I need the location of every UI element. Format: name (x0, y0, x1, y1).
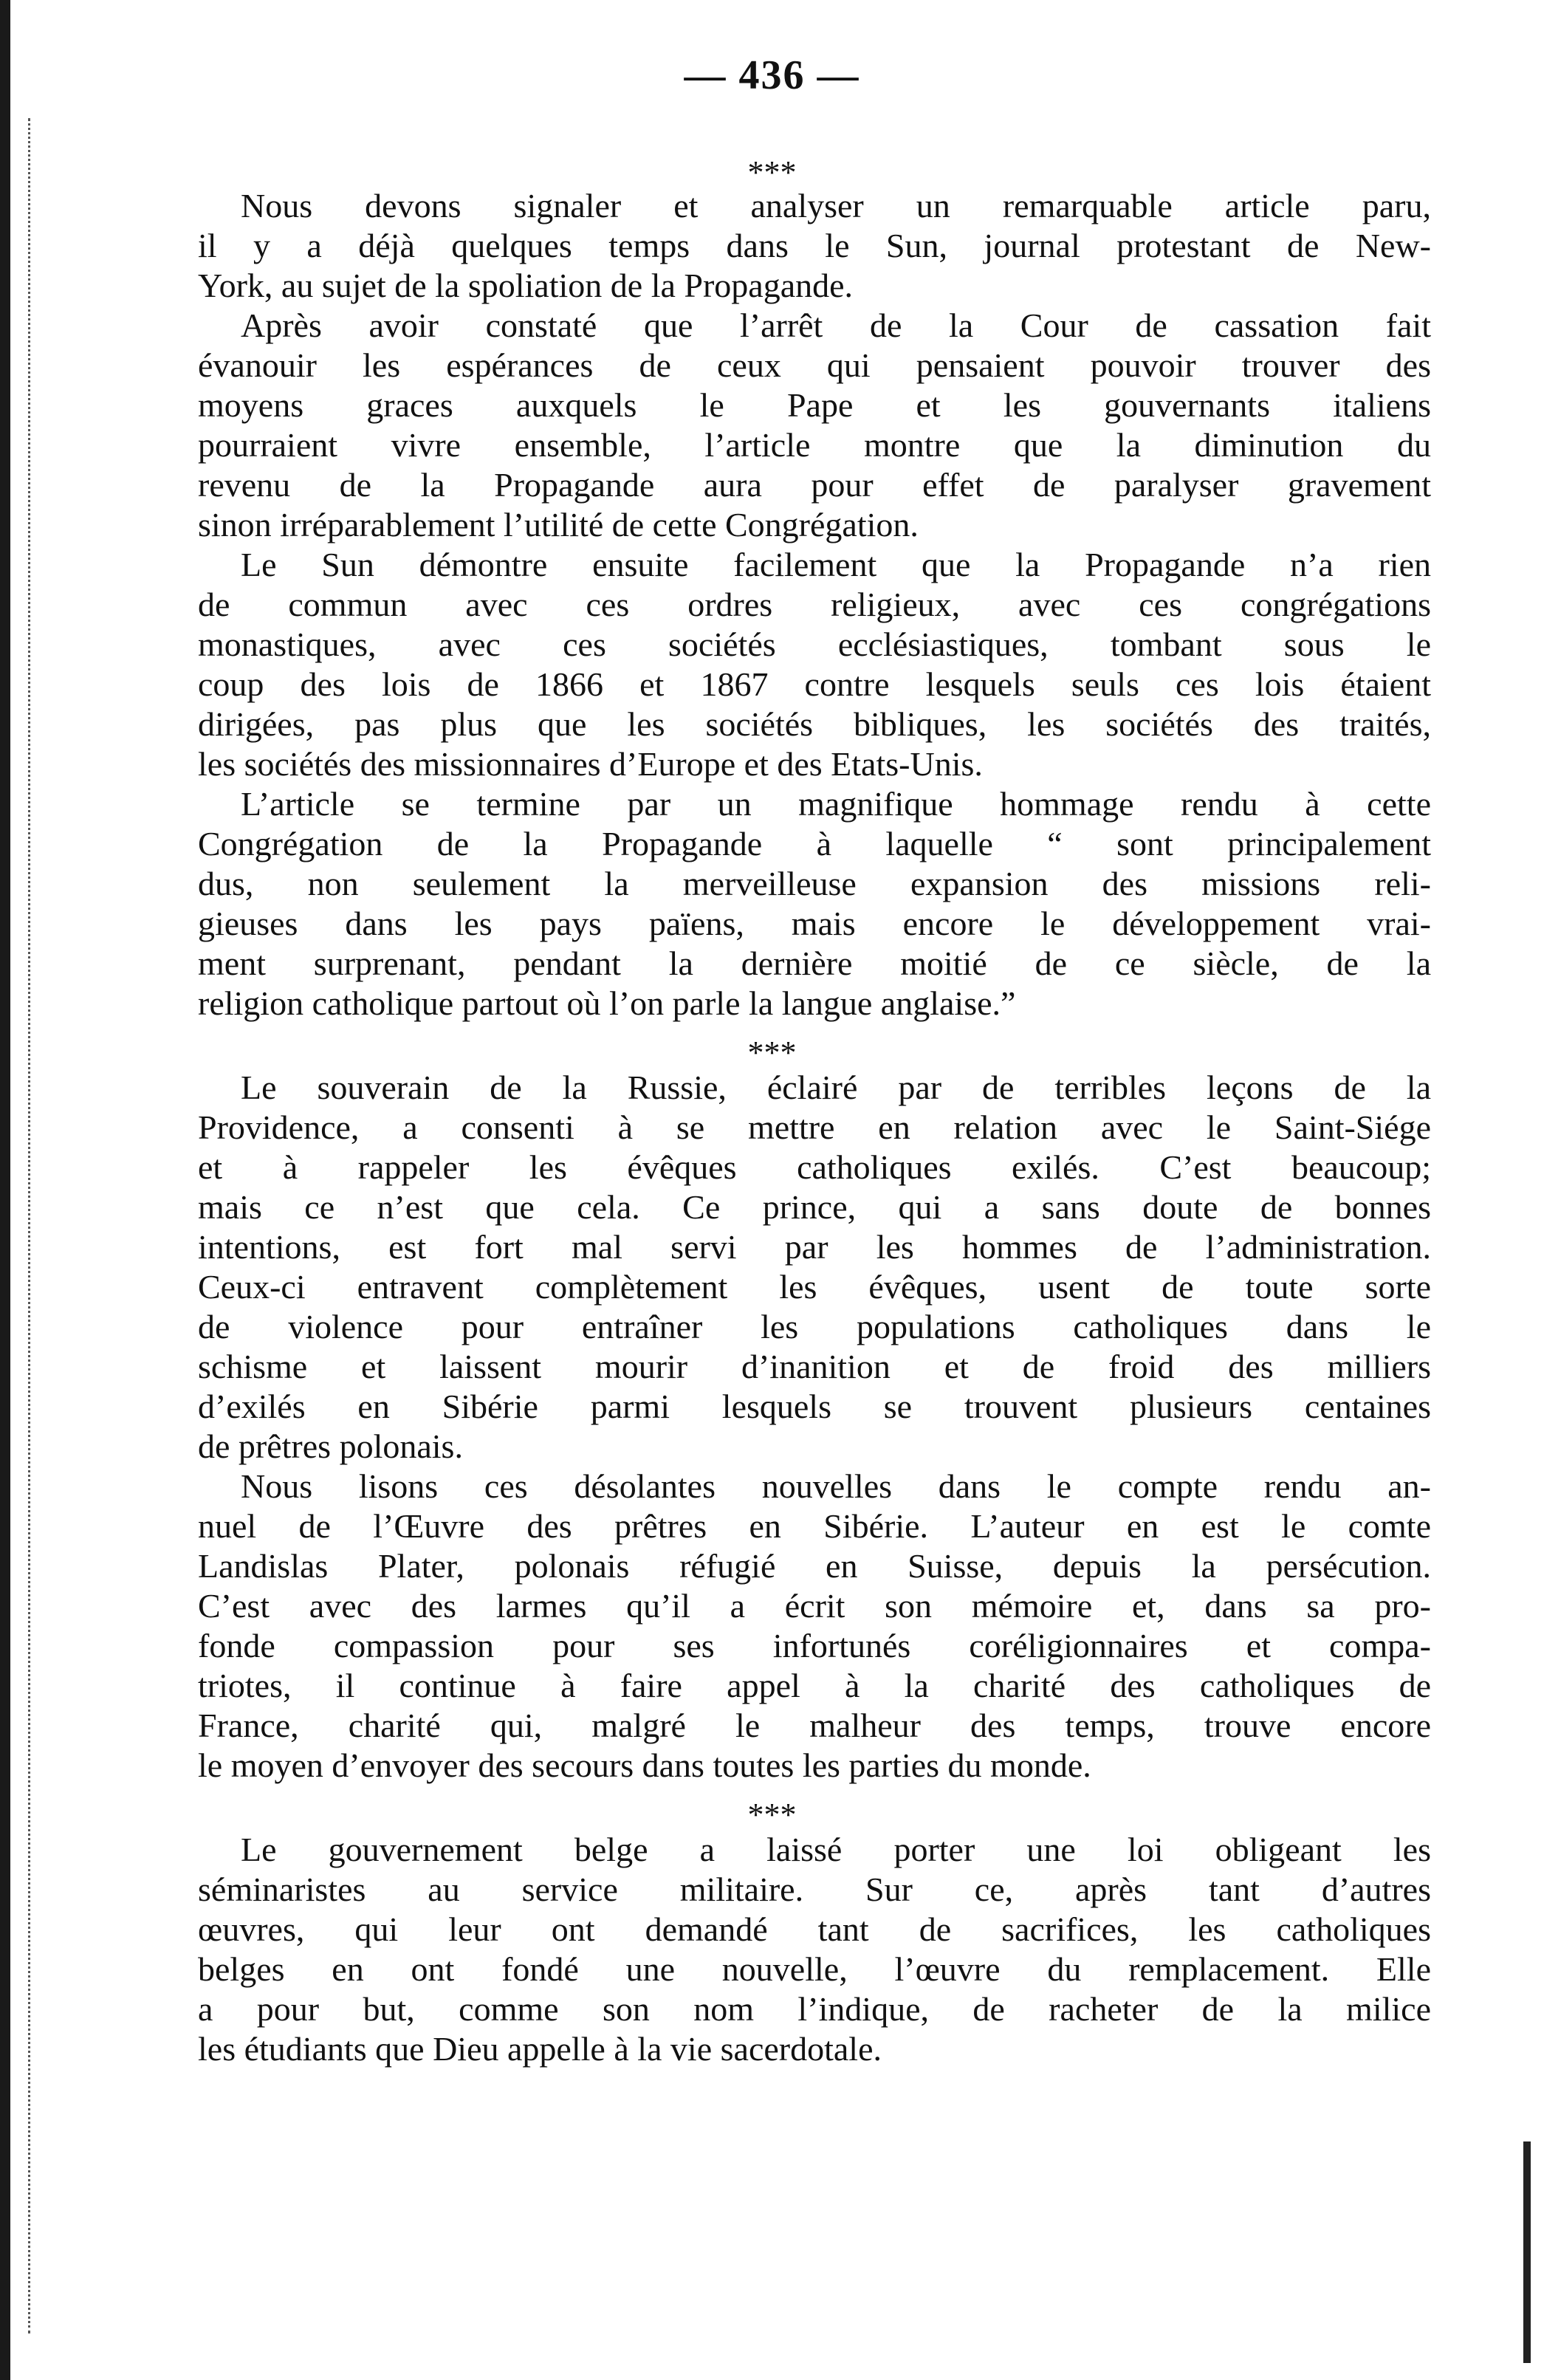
text-line: Ceux-ci entravent complètement les évêques, usent de toute sorte (198, 1268, 1431, 1306)
text-line: monastiques, avec ces sociétés ecclésiastiques, tombant sous le (198, 625, 1431, 663)
text-line: pourraient vivre ensemble, l’article montre que la diminution du (198, 426, 1431, 464)
text-line: intentions, est fort mal servi par les hommes de l’administration. (198, 1228, 1431, 1266)
text-line: œuvres, qui leur ont demandé tant de sacrifices, les catholiques (198, 1910, 1431, 1948)
text-line: Landislas Plater, polonais réfugié en Suisse, depuis la persécution. (198, 1547, 1431, 1585)
text-line: belges en ont fondé une nouvelle, l’œuvre du remplacement. Elle (198, 1950, 1431, 1988)
text-line: de commun avec ces ordres religieux, avec ces congrégations (198, 586, 1431, 623)
page-right-edge-mark (1523, 2141, 1531, 2363)
section-separator: *** (747, 154, 797, 191)
text-line: de prêtres polonais. (198, 1427, 463, 1465)
page-left-edge (0, 0, 10, 2380)
text-line: Congrégation de la Propagande à laquelle “ sont principalement (198, 825, 1431, 863)
section-separator: *** (747, 1797, 797, 1833)
text-line: moyens graces auxquels le Pape et les gouvernants italiens (198, 386, 1431, 424)
text-line: religion catholique partout où l’on parle la langue anglaise.” (198, 984, 1016, 1022)
text-line: Le gouvernement belge a laissé porter une loi obligeant les (241, 1831, 1431, 1868)
text-line: dus, non seulement la merveilleuse expansion des missions reli- (198, 865, 1431, 902)
text-line: de violence pour entraîner les populations catholiques dans le (198, 1308, 1431, 1345)
text-line: ment surprenant, pendant la dernière moitié de ce siècle, de la (198, 944, 1431, 982)
page-number: — 436 — (684, 52, 860, 98)
text-line: les étudiants que Dieu appelle à la vie sacerdotale. (198, 2030, 882, 2068)
text-line: gieuses dans les pays païens, mais encore le développement vrai- (198, 905, 1431, 942)
text-line: L’article se termine par un magnifique hommage rendu à cette (241, 785, 1431, 823)
text-line: sinon irréparablement l’utilité de cette Congrégation. (198, 506, 919, 543)
section-separator: *** (747, 1035, 797, 1071)
text-line: France, charité qui, malgré le malheur des temps, trouve encore (198, 1707, 1431, 1744)
text-line: schisme et laissent mourir d’inanition et de froid des milliers (198, 1348, 1431, 1385)
text-line: revenu de la Propagande aura pour effet de paralyser gravement (198, 466, 1431, 504)
text-line: il y a déjà quelques temps dans le Sun, journal protestant de New- (198, 227, 1431, 264)
text-line: Après avoir constaté que l’arrêt de la Cour de cassation fait (241, 306, 1431, 344)
text-line: le moyen d’envoyer des secours dans toutes les parties du monde. (198, 1746, 1091, 1784)
text-line: mais ce n’est que cela. Ce prince, qui a sans doute de bonnes (198, 1188, 1431, 1226)
text-line: C’est avec des larmes qu’il a écrit son mémoire et, dans sa pro- (198, 1587, 1431, 1625)
text-line: Providence, a consenti à se mettre en relation avec le Saint-Siége (198, 1108, 1431, 1146)
text-line: Le Sun démontre ensuite facilement que la Propagande n’a rien (241, 546, 1431, 583)
text-line: triotes, il continue à faire appel à la charité des catholiques de (198, 1667, 1431, 1704)
text-line: Le souverain de la Russie, éclairé par de terribles leçons de la (241, 1069, 1431, 1106)
text-line: dirigées, pas plus que les sociétés bibliques, les sociétés des traités, (198, 705, 1431, 743)
text-line: York, au sujet de la spoliation de la Propagande. (198, 267, 854, 304)
text-line: Nous lisons ces désolantes nouvelles dans le compte rendu an- (241, 1467, 1431, 1505)
page-binding-dots (28, 118, 33, 2333)
text-line: coup des lois de 1866 et 1867 contre lesquels seuls ces lois étaient (198, 665, 1431, 703)
text-line: séminaristes au service militaire. Sur ce, après tant d’autres (198, 1870, 1431, 1908)
text-line: Nous devons signaler et analyser un remarquable article paru, (241, 187, 1431, 224)
text-line: d’exilés en Sibérie parmi lesquels se trouvent plusieurs centaines (198, 1388, 1431, 1425)
text-line: nuel de l’Œuvre des prêtres en Sibérie. L’auteur en est le comte (198, 1507, 1431, 1545)
text-line: évanouir les espérances de ceux qui pensaient pouvoir trouver des (198, 346, 1431, 384)
text-line: a pour but, comme son nom l’indique, de racheter de la milice (198, 1990, 1431, 2028)
text-line: les sociétés des missionnaires d’Europe et des Etats-Unis. (198, 745, 983, 783)
text-line: et à rappeler les évêques catholiques exilés. C’est beaucoup; (198, 1148, 1431, 1186)
text-line: fonde compassion pour ses infortunés coréligionnaires et compa- (198, 1627, 1431, 1664)
